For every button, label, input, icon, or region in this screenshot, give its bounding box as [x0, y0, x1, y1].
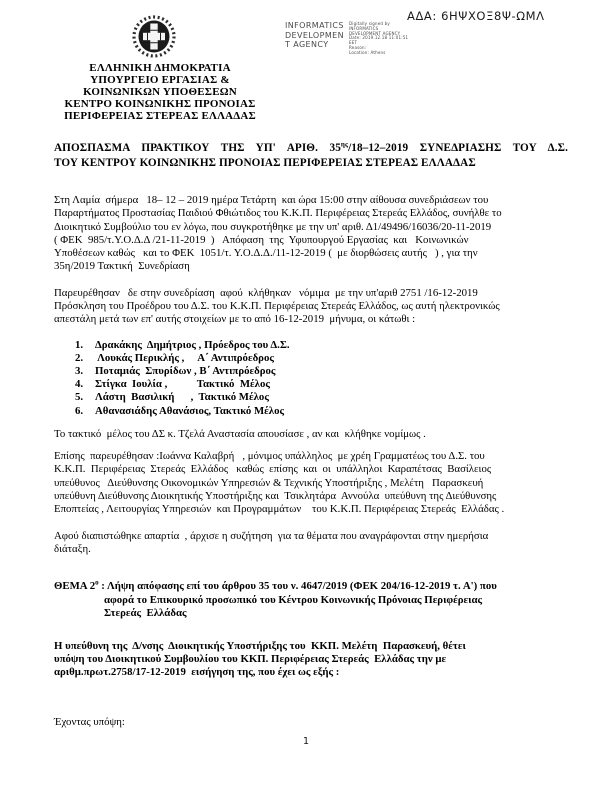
agenda-item-heading — [54, 580, 568, 621]
paragraph-quorum — [54, 530, 568, 557]
text-line: Στη Λαμία σήμερα 18– 12 – 2019 ημέρα Τετάρτη και ώρα 15:00 στην αίθουσα συνεδριάσεων του — [54, 194, 489, 206]
text-line: Υποθέσεων καθώς και το ΦΕΚ 1051/τ. Υ.Ο.Δ.Δ./11-12-2019 ( με διορθώσεις αυτής ) , για την — [54, 247, 478, 260]
attendee-list-item — [75, 391, 568, 404]
digital-signature-stamp — [285, 21, 408, 56]
signature-detail-line: EET — [348, 40, 358, 46]
text-line: Έχοντας υπόψη: — [54, 715, 125, 728]
document-title — [54, 141, 568, 171]
org-header-line: ΕΛΛΗΝΙΚΗ ΔΗΜΟΚΡΑΤΙΑ — [89, 62, 231, 74]
org-header — [40, 62, 280, 122]
ada-code: ΑΔΑ: 6ΗΨΧΟΞ8Ψ-ΩΜΛ — [407, 9, 545, 23]
attendee-name-role: Λουκάς Περικλής , Α΄ Αντιπρόεδρος — [95, 351, 274, 364]
agenda-item-label: ΘΕΜΑ 2 — [54, 580, 96, 593]
org-header-line: ΥΠΟΥΡΓΕΙΟ ΕΡΓΑΣΙΑΣ & — [90, 74, 230, 86]
org-header-line: ΠΕΡΙΦΕΡΕΙΑΣ ΣΤΕΡΕΑΣ ΕΛΛΑΔΑΣ — [64, 110, 256, 122]
agenda-item-text: : Λήψη απόφασης επί του άρθρου 35 του ν. 4647/2019 (ΦΕΚ 204/16-12-2019 τ. Α') που — [98, 580, 497, 593]
text-line: Πρόσκληση του Προέδρου του Δ.Σ. του Κ.Κ.Π. Περιφέρειας Στερεάς Ελλάδος, ως αυτή ηλεκτρονικώς — [54, 300, 500, 313]
signature-detail-line: INFORMATICS — [348, 25, 379, 31]
attendee-name-role: Αθανασιάδης Αθανάσιος, Τακτικό Μέλος — [95, 404, 285, 417]
signature-agency-line: T AGENCY — [285, 40, 329, 49]
text-line: Το τακτικό μέλος του ΔΣ κ. Τζελά Αναστασία απουσίασε , αν και κλήθηκε νομίμως . — [54, 427, 426, 440]
attendee-list-item — [75, 378, 568, 391]
text-line: Επίσης παρευρέθησαν :Ιωάννα Καλαβρή , μόνιμος υπάλληλος με χρέη Γραμματέως του Δ.Σ. του — [54, 450, 485, 463]
text-line: Η υπεύθυνη της Δ/νσης Διοικητικής Υποστήριξης του ΚΚΠ. Μελέτη Παρασκευή, θέτει — [54, 639, 466, 652]
title-text: /18–12–2019 ΣΥΝΕΔΡΙΑΣΗΣ ΤΟΥ Δ.Σ. — [348, 142, 568, 154]
signature-detail-line: Location: Athens — [348, 49, 386, 55]
signature-agency-name — [285, 21, 344, 50]
signature-details — [349, 21, 408, 56]
text-line: Εποπτείας , Λειτουργίας Υπηρεσιών και Προγραμμάτων του Κ.Κ.Π. Περιφέρειας Στερεάς Ελλάδας . — [54, 503, 505, 516]
text-line: υπεύθυνος Διεύθυνσης Οικονομικών Υπηρεσιών & Τεχνικής Υποστήριξης , Μελέτη Παρασκευή — [54, 476, 484, 489]
paragraph-staff-present — [54, 450, 568, 516]
attendees-list — [54, 339, 568, 418]
attendee-number: 5. — [75, 391, 84, 404]
attendee-name-role: Ποταμιάς Σπυρίδων , Β΄ Αντιπρόεδρος — [95, 365, 276, 378]
paragraph-recommendation — [54, 640, 568, 680]
org-header-line: ΚΟΙΝΩΝΙΚΩΝ ΥΠΟΘΕΣΕΩΝ — [83, 86, 237, 98]
text-line: Αφού διαπιστώθηκε απαρτία , άρχισε η συζήτηση για τα θέματα που αναγράφονται στην ημερήσια — [54, 529, 489, 542]
text-line: υπόψη του Διοικητικού Συμβουλίου του ΚΚΠ. Περιφέρειας Στερεάς Ελλάδας την με — [54, 653, 447, 666]
greek-coat-of-arms-icon — [131, 14, 177, 59]
title-text: ΑΠΟΣΠΑΣΜΑ ΠΡΑΚΤΙΚΟΥ ΤΗΣ ΥΠ' ΑΡΙΘ. 35 — [54, 142, 341, 154]
signature-detail-line: Date: 2019.12.18 11:01:51 — [348, 35, 409, 41]
text-line: υπεύθυνη Διεύθυνσης Διοικητικής Υποστήριξης και Τσικλητάρα Αννούλα υπεύθυνη της Διεύθυνσης — [54, 490, 497, 503]
coat-of-arms-svg — [131, 14, 177, 59]
signature-agency-line: DEVELOPMEN — [285, 30, 344, 40]
text-line: απεστάλη μετά των επ' αυτής στοιχείων με το από 16-12-2019 μήνυμα, οι κάτωθι : — [54, 313, 416, 326]
text-line: αριθμ.πρωτ.2758/17-12-2019 εισήγηση της, που έχει ως εξής : — [54, 666, 340, 679]
attendee-list-item — [75, 365, 568, 378]
signature-detail-line: DEVELOPMENT AGENCY — [348, 30, 401, 36]
agenda-item-line-3: Στερεάς Ελλάδας — [104, 607, 187, 620]
agenda-item-ordinal-superscript: ο — [95, 578, 99, 587]
attendee-list-item — [75, 405, 568, 418]
agenda-item-line-1 — [54, 580, 568, 594]
text-line: Παραρτήματος Προστασίας Παιδιού Φθιώτιδος του Κ.Κ.Π. Περιφέρειας Στερεάς Ελλάδος, συνήλθε το — [54, 207, 502, 220]
document-body — [54, 141, 568, 729]
text-line: ( ΦΕΚ 985/τ.Υ.Ο.Δ.Δ /21-11-2019 ) Απόφαση της Υφυπουργού Εργασίας και Κοινωνικών — [54, 233, 469, 246]
attendee-number: 4. — [75, 378, 84, 391]
attendee-number: 6. — [75, 404, 84, 417]
text-line: Κ.Κ.Π. Περιφέρειας Στερεάς Ελλάδος καθώς επίσης και οι υπάλληλοι Καραπέτσας Βασίλειος — [54, 463, 492, 476]
text-line: 35η/2019 Τακτική Συνεδρίαση — [54, 260, 190, 273]
paragraph-having-regard — [54, 716, 568, 729]
attendee-list-item — [75, 339, 568, 352]
attendee-name-role: Δρακάκης Δημήτριος , Πρόεδρος του Δ.Σ. — [95, 338, 290, 351]
paragraph-session-details — [54, 194, 568, 274]
signature-detail-line: Digitally signed by — [348, 21, 390, 26]
attendee-list-item — [75, 352, 568, 365]
attendee-number: 1. — [75, 338, 84, 351]
title-line-2: ΤΟΥ ΚΕΝΤΡΟΥ ΚΟΙΝΩΝΙΚΗΣ ΠΡΟΝΟΙΑΣ ΠΕΡΙΦΕΡΕΙΑΣ ΣΤΕΡΕΑΣ ΕΛΛΑΔΑΣ — [54, 157, 476, 169]
signature-agency-line: INFORMATICS — [285, 21, 344, 30]
text-line: Διοικητικό Συμβούλιο του εν λόγω, που συγκροτήθηκε με την υπ' αριθ. Δ1/49496/16036/20-11-2019 — [54, 220, 492, 233]
attendee-number: 2. — [75, 351, 84, 364]
text-line: Παρευρέθησαν δε στην συνεδρίαση αφού κλήθηκαν νόμιμα με την υπ'αριθ 2751 /16-12-2019 — [54, 286, 478, 299]
paragraph-absent-member — [54, 428, 568, 441]
text-line: διάταξη. — [54, 542, 91, 555]
attendee-number: 3. — [75, 365, 84, 378]
title-ordinal-superscript: ης — [340, 140, 349, 149]
attendee-name-role: Λάστη Βασιλική , Τακτικό Μέλος — [95, 391, 269, 404]
signature-detail-line: Reason: — [348, 44, 367, 50]
title-line-1 — [54, 141, 568, 156]
agenda-item-line-2: αφορά το Επικουρικό προσωπικό του Κέντρου Κοινωνικής Πρόνοιας Περιφέρειας — [104, 593, 483, 606]
paragraph-invitation — [54, 287, 568, 327]
attendee-name-role: Στίγκα Ιουλία , Τακτικό Μέλος — [95, 378, 270, 391]
page-number: 1 — [302, 736, 310, 747]
org-header-line: ΚΕΝΤΡΟ ΚΟΙΝΩΝΙΚΗΣ ΠΡΟΝΟΙΑΣ — [64, 98, 256, 110]
